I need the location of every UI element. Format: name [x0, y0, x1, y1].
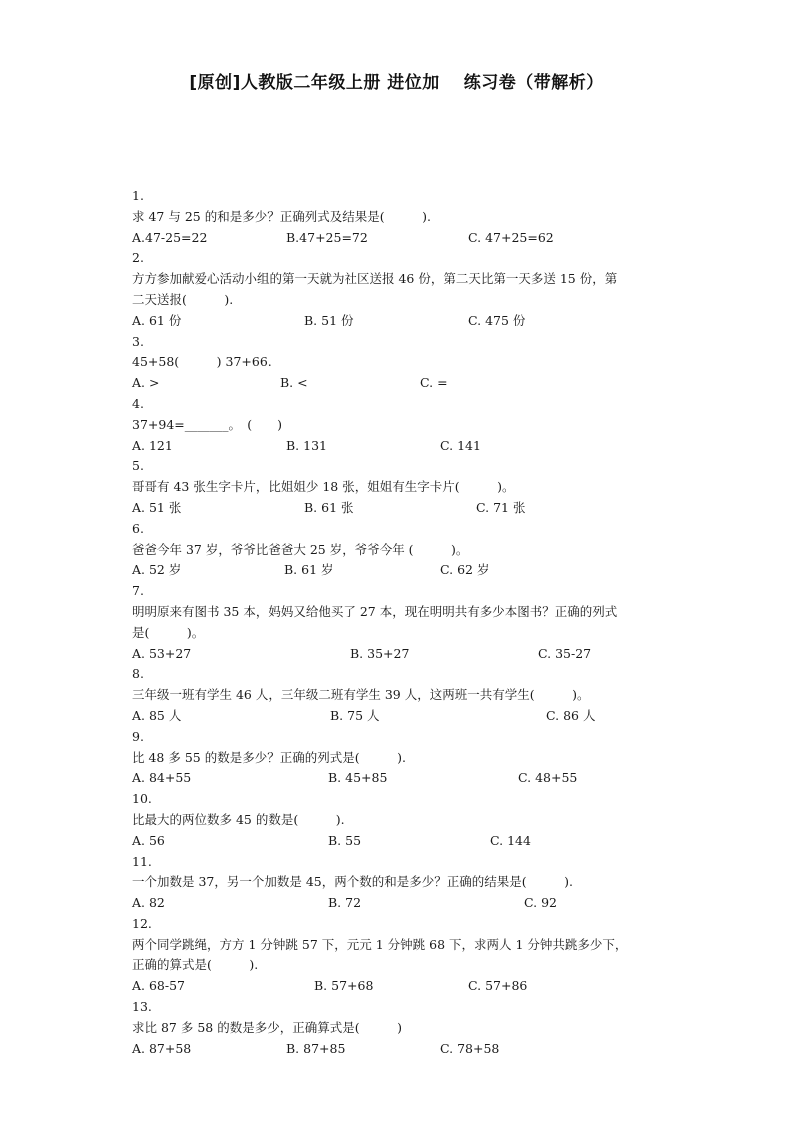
question-text: 方方参加献爱心活动小组的第一天就为社区送报 46 份，第二天比第一天多送 15 份，第 [132, 271, 618, 287]
question-number: 10. [132, 791, 152, 807]
question-12 [132, 914, 672, 997]
question-13 [132, 997, 672, 1059]
options-row [132, 560, 672, 581]
option-c: C. 57+86 [468, 978, 528, 994]
option-a: A. 61 份 [132, 312, 182, 328]
question-number: 3. [132, 333, 144, 349]
question-4 [132, 394, 672, 456]
option-c: C. 78+58 [440, 1040, 500, 1056]
option-a: A. 121 [132, 437, 173, 453]
question-7 [132, 581, 672, 664]
option-b: B. 87+85 [286, 1040, 346, 1056]
question-5 [132, 456, 672, 518]
options-row [132, 768, 672, 789]
options-row [132, 373, 672, 394]
document-title: [原创]人教版二年级上册 进位加 练习卷（带解析） [189, 73, 604, 93]
option-c: C. 86 人 [546, 707, 596, 723]
options-row [132, 706, 672, 727]
option-a: A. 51 张 [132, 499, 182, 515]
question-2 [132, 248, 672, 331]
option-b: B. 72 [328, 895, 362, 911]
option-c: C. 62 岁 [440, 562, 490, 578]
options-row [132, 228, 672, 249]
option-a: A. 68-57 [132, 978, 186, 994]
option-a: A. 87+58 [132, 1040, 192, 1056]
option-c: C. 144 [490, 832, 531, 848]
question-number: 13. [132, 999, 152, 1015]
option-b: B. 55 [328, 832, 362, 848]
question-number: 7. [132, 583, 144, 599]
question-text: 是( )。 [132, 624, 205, 640]
option-b: B. 61 张 [304, 499, 354, 515]
option-a: A. 56 [132, 832, 165, 848]
question-number: 11. [132, 853, 152, 869]
question-text: 求比 87 多 58 的数是多少，正确算式是( ) [132, 1019, 402, 1035]
question-number: 8. [132, 666, 144, 682]
options-row [132, 498, 672, 519]
option-a: A. 53+27 [132, 645, 192, 661]
question-11 [132, 852, 672, 914]
option-a: A. 84+55 [132, 770, 192, 786]
question-number: 5. [132, 458, 144, 474]
option-c: C. 141 [440, 437, 481, 453]
option-c: C. 35-27 [538, 645, 592, 661]
question-10 [132, 789, 672, 851]
option-c: C. 71 张 [476, 499, 526, 515]
option-b: B.47+25=72 [286, 229, 368, 245]
option-b: B. 57+68 [314, 978, 374, 994]
question-text: 哥哥有 43 张生字卡片，比姐姐少 18 张，姐姐有生字卡片( )。 [132, 479, 515, 495]
question-number: 1. [132, 188, 144, 203]
option-b: B. 75 人 [330, 707, 380, 723]
question-text: 37+94=_______。 ( ) [132, 416, 283, 432]
question-text: 三年级一班有学生 46 人，三年级二班有学生 39 人，这两班一共有学生( )。 [132, 687, 590, 703]
question-text: 比 48 多 55 的数是多少？正确的列式是( ). [132, 749, 406, 765]
option-b: B. 35+27 [350, 645, 410, 661]
question-text: 求 47 与 25 的和是多少？正确列式及结果是( ). [132, 208, 431, 224]
option-a: A.47-25=22 [132, 229, 208, 245]
option-a: A. 85 人 [132, 707, 182, 723]
option-c: C. 475 份 [468, 312, 526, 328]
option-c: C. 47+25=62 [468, 229, 554, 245]
question-text: 二天送报( ). [132, 291, 234, 307]
question-text: 比最大的两位数多 45 的数是( ). [132, 811, 345, 827]
question-1 [132, 186, 672, 248]
question-number: 12. [132, 915, 152, 931]
question-text: 两个同学跳绳，方方 1 分钟跳 57 下，元元 1 分钟跳 68 下，求两人 1 分钟共跳多少下， [132, 936, 628, 952]
option-a: A. 52 岁 [132, 562, 182, 578]
options-row [132, 831, 672, 852]
question-list [132, 186, 672, 1059]
question-number: 4. [132, 395, 144, 411]
option-c: C. 48+55 [518, 770, 578, 786]
question-number: 9. [132, 728, 144, 744]
options-row [132, 311, 672, 332]
options-row [132, 893, 672, 914]
question-text: 45+58( ) 37+66. [132, 354, 272, 370]
option-c: C. 92 [524, 895, 557, 911]
question-8 [132, 664, 672, 726]
option-b: B. 61 岁 [284, 562, 334, 578]
option-b: B. 45+85 [328, 770, 388, 786]
options-row [132, 1039, 672, 1060]
question-number: 6. [132, 520, 144, 536]
options-row [132, 436, 672, 457]
question-number: 2. [132, 250, 144, 266]
option-b: B. < [280, 375, 308, 391]
question-text: 正确的算式是( ). [132, 957, 259, 973]
option-b: B. 131 [286, 437, 327, 453]
option-c: C. = [420, 375, 448, 391]
options-row [132, 644, 672, 665]
option-a: A. > [132, 375, 160, 391]
options-row [132, 976, 672, 997]
question-text: 一个加数是 37，另一个加数是 45，两个数的和是多少？正确的结果是( ). [132, 874, 573, 890]
option-b: B. 51 份 [304, 312, 354, 328]
option-a: A. 82 [132, 895, 165, 911]
question-text: 明明原来有图书 35 本，妈妈又给他买了 27 本，现在明明共有多少本图书？正确的列式 [132, 603, 618, 619]
question-3 [132, 332, 672, 394]
question-6 [132, 519, 672, 581]
question-9 [132, 727, 672, 789]
question-text: 爸爸今年 37 岁，爷爷比爸爸大 25 岁，爷爷今年 ( )。 [132, 541, 469, 557]
